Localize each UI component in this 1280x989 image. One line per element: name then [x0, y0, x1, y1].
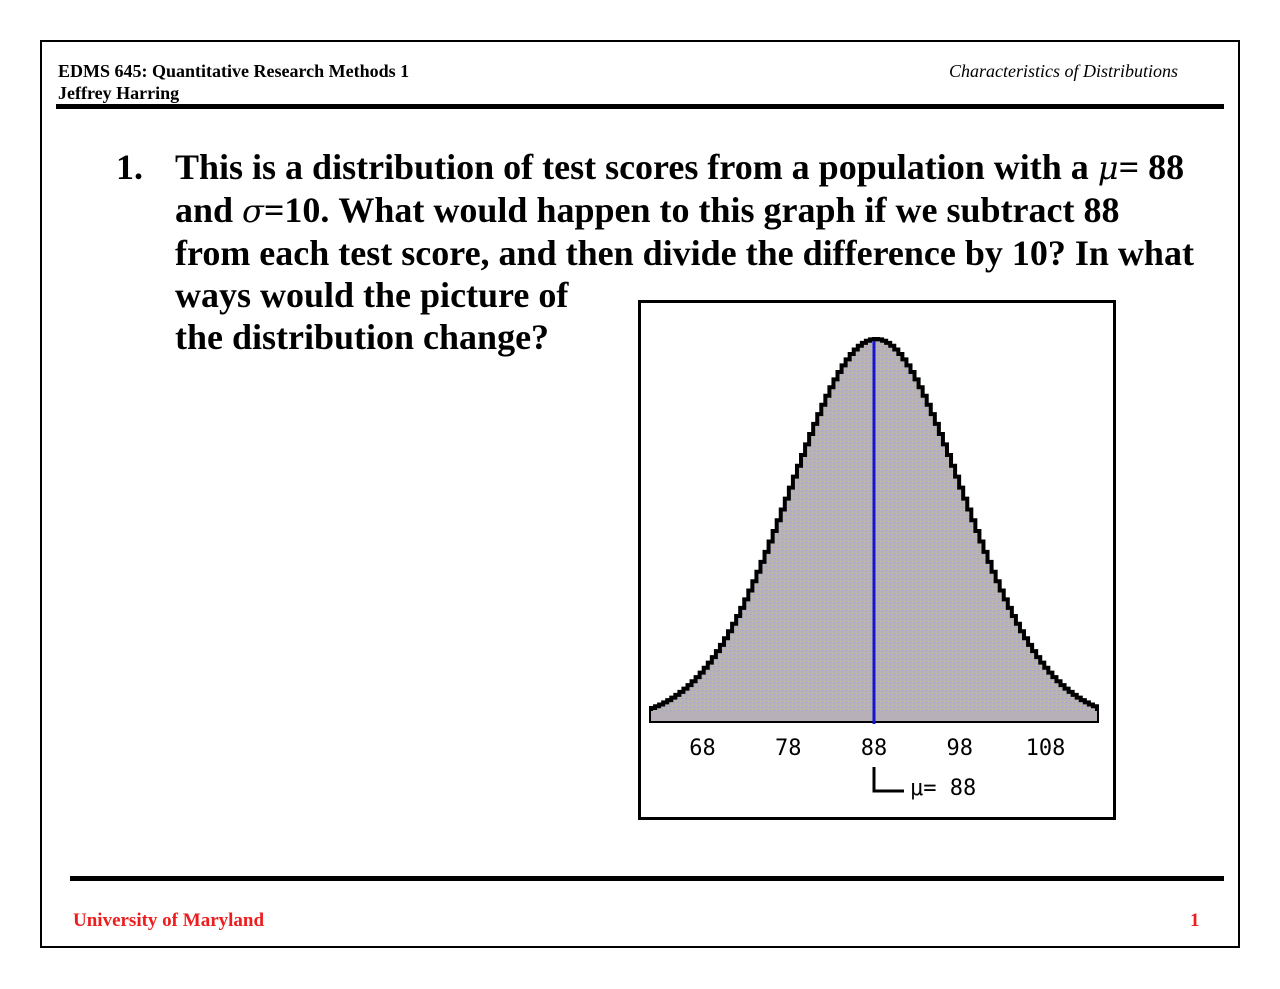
chart-canvas	[641, 303, 1113, 817]
question-line-1	[175, 146, 1205, 189]
tick-label-98: 98	[946, 736, 974, 761]
page-number: 1	[1190, 910, 1200, 931]
mean-marker-bracket	[874, 767, 904, 791]
question-line-2	[175, 189, 1205, 232]
header-rule	[56, 104, 1224, 109]
question-line-1-end: = 88	[1118, 147, 1185, 187]
question-number: 1.	[116, 147, 143, 187]
sigma-symbol: σ	[242, 192, 264, 230]
question-line-3: from each test score, and then divide the difference by 10? In what	[175, 233, 1194, 273]
tick-label-108: 108	[1025, 736, 1066, 761]
question-line-2-text: =10. What would happen to this graph if we subtract 88	[263, 190, 1120, 230]
topic-title: Characteristics of Distributions	[948, 61, 1178, 81]
tick-label-78: 78	[774, 736, 802, 761]
footer-rule	[70, 876, 1224, 881]
question-line-5: the distribution change?	[175, 317, 550, 357]
header-left	[58, 60, 409, 104]
question-line-1-text: This is a distribution of test scores from a population with a	[175, 147, 1098, 187]
author-name: Jeffrey Harring	[58, 83, 180, 103]
mean-label: μ= 88	[910, 776, 977, 801]
normal-distribution-chart	[638, 300, 1116, 820]
mu-symbol: μ	[1097, 149, 1119, 187]
tick-label-88: 88	[860, 736, 888, 761]
question-line-2-start: and	[175, 190, 243, 230]
course-title: EDMS 645: Quantitative Research Methods 1	[58, 61, 410, 81]
tick-label-68: 68	[689, 736, 716, 761]
footer-institution: University of Maryland	[73, 910, 265, 931]
question-line-4: ways would the picture of	[175, 275, 569, 315]
